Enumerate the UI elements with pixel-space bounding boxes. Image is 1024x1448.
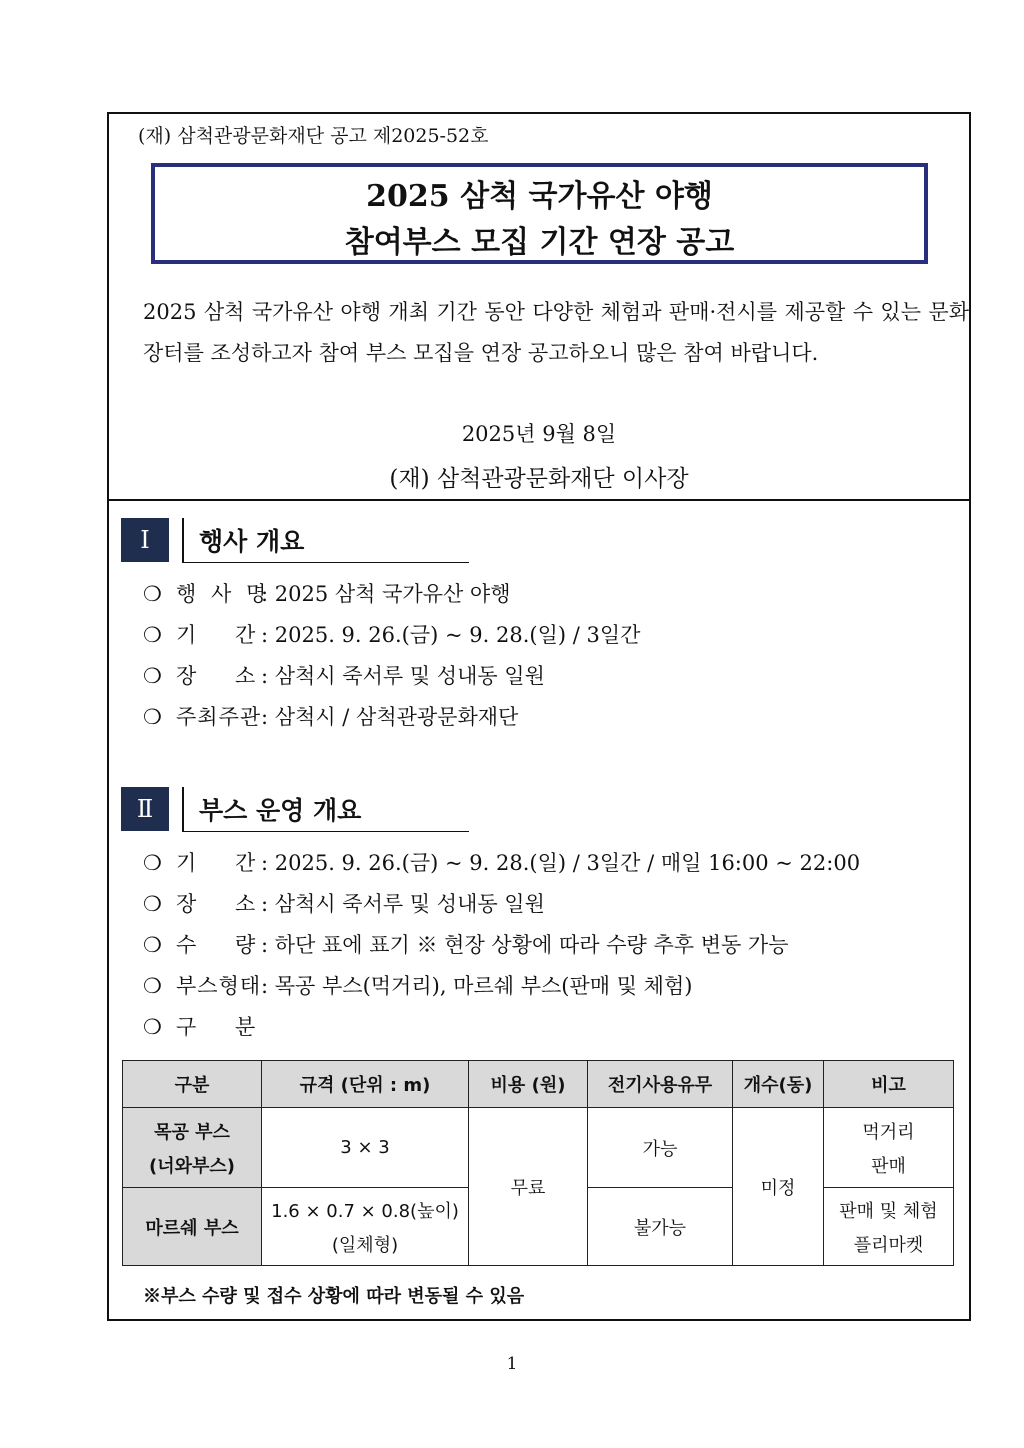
title-line-1: 2025 삼척 국가유산 야행 (366, 179, 713, 214)
bullet-icon: ❍ (143, 705, 162, 729)
frame-divider (107, 499, 971, 501)
item-value: : 삼척시 / 삼척관광문화재단 (261, 705, 519, 729)
header-size: 규격 (단위 : m) (262, 1061, 469, 1108)
header-note: 비고 (824, 1061, 954, 1108)
event-name-item (143, 578, 511, 608)
item-value: : 2025. 9. 26.(금) ~ 9. 28.(일) / 3일간 (261, 623, 641, 647)
wood-booth-note-line1: 먹거리 (862, 1121, 915, 1143)
section-1-bar (182, 518, 184, 562)
marche-booth-note (824, 1188, 954, 1266)
booth-count: 미정 (733, 1108, 824, 1266)
bullet-icon: ❍ (143, 623, 162, 647)
item-label: 기 간 (176, 623, 256, 647)
booth-place-item (143, 888, 545, 918)
section-2-title: 부스 운영 개요 (199, 796, 362, 825)
item-label: 구 분 (176, 1015, 256, 1039)
item-label: 부스형태 (176, 974, 262, 998)
page-number: 1 (506, 1354, 518, 1374)
title-line-2: 참여부스 모집 기간 연장 공고 (344, 225, 735, 260)
bullet-icon: ❍ (143, 664, 162, 688)
notice-number: (재) 삼척관광문화재단 공고 제2025-52호 (138, 125, 489, 147)
event-place-item (143, 660, 545, 690)
notice-date: 2025년 9월 8일 (461, 422, 617, 446)
bullet-icon: ❍ (143, 1015, 162, 1039)
title-box (151, 163, 928, 264)
wood-booth-note-line2: 판매 (871, 1155, 906, 1177)
wood-booth-power: 가능 (588, 1108, 733, 1188)
marche-booth-size-line1: 1.6 × 0.7 × 0.8(높이) (271, 1200, 459, 1222)
marche-booth-note-line2: 플리마켓 (853, 1234, 924, 1256)
booth-cost: 무료 (469, 1108, 588, 1266)
section-2-number: Ⅱ (121, 787, 169, 831)
wood-booth-name: 목공 부스 (154, 1121, 230, 1143)
booth-quantity-item (143, 929, 789, 959)
item-label: 주최주관 (176, 705, 262, 729)
bullet-icon: ❍ (143, 933, 162, 957)
item-value: : 목공 부스(먹거리), 마르쉐 부스(판매 및 체험) (261, 974, 693, 998)
table-header-row (123, 1061, 954, 1108)
header-category: 구분 (123, 1061, 262, 1108)
item-value: : 하단 표에 표기 ※ 현장 상황에 따라 수량 추후 변동 가능 (261, 933, 789, 957)
header-cost: 비용 (원) (469, 1061, 588, 1108)
section-1-title: 행사 개요 (199, 527, 305, 556)
wood-booth-note (824, 1108, 954, 1188)
table-row (123, 1108, 954, 1188)
booth-category-item (143, 1011, 261, 1041)
booth-table (122, 1060, 954, 1266)
issuer: (재) 삼척관광문화재단 이사장 (389, 466, 689, 492)
event-host-item (143, 701, 518, 731)
section-2-bar (182, 787, 184, 831)
marche-booth-note-line1: 판매 및 체험 (839, 1200, 938, 1222)
item-value: : 2025 삼척 국가유산 야행 (261, 582, 511, 606)
item-label: 장 소 (176, 664, 256, 688)
item-label: 장 소 (176, 892, 256, 916)
bullet-icon: ❍ (143, 851, 162, 875)
item-label: 기 간 (176, 851, 256, 875)
section-1-underline (182, 562, 469, 563)
bullet-icon: ❍ (143, 974, 162, 998)
item-value: : 삼척시 죽서루 및 성내동 일원 (261, 664, 545, 688)
event-period-item (143, 619, 640, 649)
booth-type-item (143, 970, 692, 1000)
marche-booth-size-line2: (일체형) (331, 1234, 399, 1256)
item-value: : 2025. 9. 26.(금) ~ 9. 28.(일) / 3일간 / 매일 16:00 ~ 22:00 (261, 851, 861, 875)
marche-booth-size (262, 1188, 469, 1266)
section-1-number: Ⅰ (121, 518, 169, 562)
wood-booth-type (123, 1108, 262, 1188)
booth-period-item (143, 847, 860, 877)
item-value: : 삼척시 죽서루 및 성내동 일원 (261, 892, 545, 916)
header-count: 개수(동) (733, 1061, 824, 1108)
bullet-icon: ❍ (143, 892, 162, 916)
marche-booth-type: 마르쉐 부스 (123, 1188, 262, 1266)
marche-booth-power: 불가능 (588, 1188, 733, 1266)
header-power: 전기사용유무 (588, 1061, 733, 1108)
intro-paragraph: 2025 삼척 국가유산 야행 개최 기간 동안 다양한 체험과 판매·전시를 제공할 수 있는 문화장터를 조성하고자 참여 부스 모집을 연장 공고하오니 많은 참여 바랍니다. (143, 300, 969, 365)
item-label: 행 사 명 (176, 582, 271, 606)
bullet-icon: ❍ (143, 582, 162, 606)
wood-booth-size: 3 × 3 (262, 1108, 469, 1188)
section-2-underline (182, 831, 469, 832)
table-footnote: ※부스 수량 및 접수 상황에 따라 변동될 수 있음 (143, 1286, 525, 1307)
item-label: 수 량 (176, 933, 256, 957)
wood-booth-subname: (너와부스) (148, 1155, 235, 1177)
